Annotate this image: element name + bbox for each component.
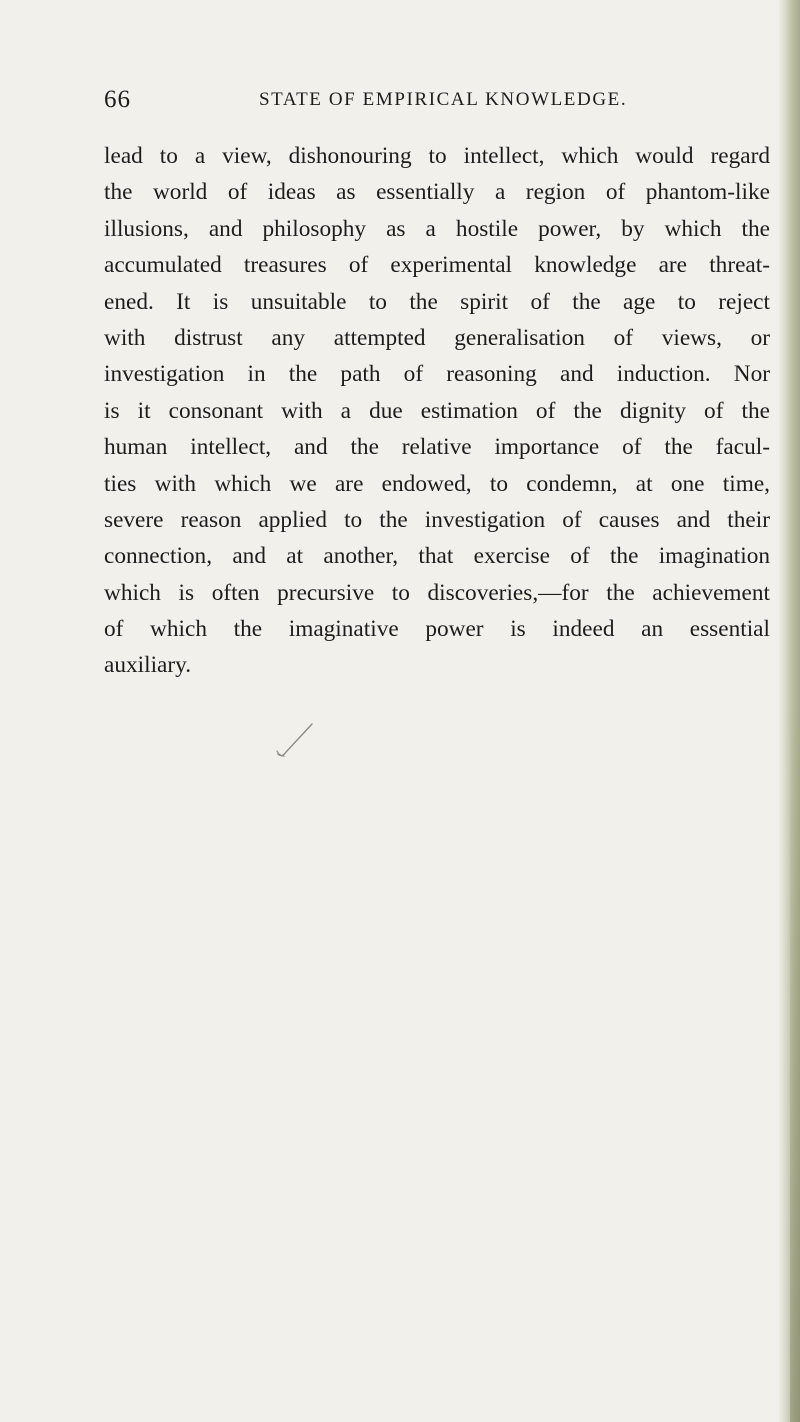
text-line: the world of ideas as essentially a region of phantom-like bbox=[104, 179, 770, 206]
text-line: severe reason applied to the investigation of causes and their bbox=[104, 506, 770, 533]
pencil-mark-icon bbox=[272, 718, 322, 762]
page-header bbox=[104, 82, 776, 118]
page-edge-shadow bbox=[778, 0, 800, 1422]
text-line: ties with which we are endowed, to condemn, at one time, bbox=[104, 470, 770, 497]
text-line: auxiliary. bbox=[104, 652, 192, 679]
text-line: ened. It is unsuitable to the spirit of the age to reject bbox=[104, 288, 770, 315]
text-line: which is often precursive to discoveries,—for the achievement bbox=[104, 579, 770, 606]
body-paragraph bbox=[104, 138, 770, 684]
text-line: connection, and at another, that exercise of the imagination bbox=[104, 543, 770, 570]
text-line: human intellect, and the relative importance of the facul- bbox=[104, 434, 770, 461]
text-line: of which the imaginative power is indeed an essential bbox=[104, 616, 770, 643]
text-line: lead to a view, dishonouring to intellect, which would regard bbox=[104, 143, 770, 169]
text-line: with distrust any attempted generalisation of views, or bbox=[104, 324, 770, 351]
text-line: investigation in the path of reasoning and induction. Nor bbox=[104, 361, 770, 388]
text-line: is it consonant with a due estimation of the dignity of the bbox=[104, 397, 770, 424]
running-head: STATE OF EMPIRICAL KNOWLEDGE. bbox=[259, 89, 628, 110]
page-number: 66 bbox=[104, 86, 131, 113]
text-line: illusions, and philosophy as a hostile power, by which the bbox=[104, 215, 770, 242]
text-line: accumulated treasures of experimental knowledge are threat- bbox=[104, 252, 770, 279]
